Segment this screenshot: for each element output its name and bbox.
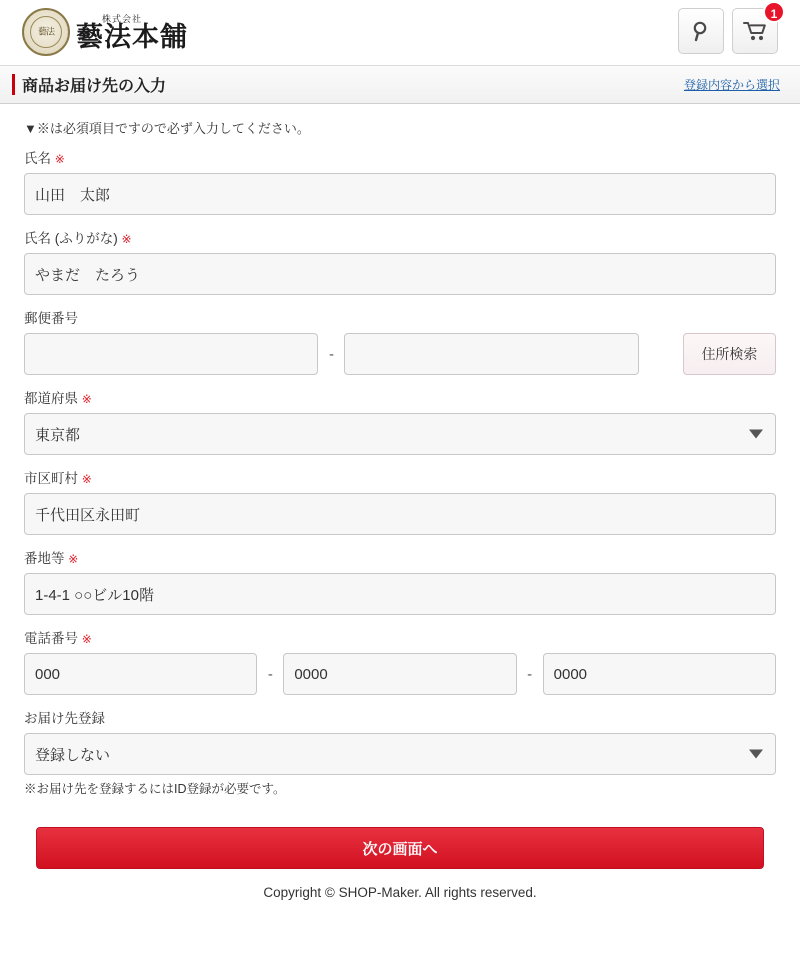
site-header [0,0,800,66]
label-name-text: 氏名 [24,151,51,166]
page-titlebar [0,66,800,104]
submit-area [0,809,800,869]
label-tel [24,627,776,647]
field-tel [24,627,776,695]
field-zip [24,307,776,375]
logo-shop-name: 藝法本舗 [76,21,188,52]
search-button[interactable] [678,8,724,54]
field-dest-register [24,707,776,797]
label-dest-register [24,707,776,727]
header-buttons [678,8,778,54]
street-input[interactable] [24,573,776,615]
tel-part2-input[interactable] [283,653,516,695]
field-prefecture [24,387,776,455]
required-mark: ※ [121,232,132,246]
site-logo[interactable] [22,8,188,56]
field-city [24,467,776,535]
dest-register-selected-value: 登録しない [35,746,111,764]
title-accent-bar [12,74,15,95]
label-prefecture-text: 都道府県 [24,391,78,406]
city-input[interactable] [24,493,776,535]
field-name-kana [24,227,776,295]
field-street [24,547,776,615]
required-mark: ※ [81,632,92,646]
logo-company-prefix: 株式会社 [102,13,143,24]
label-name-kana-text: 氏名 (ふりがな) [24,231,118,246]
zip-row [24,333,776,375]
tel-separator-2: - [527,665,533,683]
next-screen-button[interactable]: 次の画面へ [36,827,764,869]
label-city [24,467,776,487]
address-search-button[interactable]: 住所検索 [683,333,776,375]
chevron-down-icon [749,430,763,439]
cart-button[interactable] [732,8,778,54]
dest-register-select[interactable] [24,733,776,775]
tel-part1-input[interactable] [24,653,257,695]
label-city-text: 市区町村 [24,471,78,486]
required-mark: ※ [54,152,65,166]
page-title: 商品お届け先の入力 [22,78,167,95]
zip-part1-input[interactable] [24,333,318,375]
label-zip [24,307,776,327]
label-tel-text: 電話番号 [24,631,78,646]
seal-icon-label: 藝法 [37,26,54,37]
required-mark: ※ [68,552,79,566]
cart-icon [743,20,767,42]
search-icon [690,20,712,42]
label-street [24,547,776,567]
label-street-text: 番地等 [24,551,65,566]
footer-copyright: Copyright © SHOP-Maker. All rights reserved. [263,885,537,900]
tel-separator-1: - [267,665,273,683]
chevron-down-icon [749,750,763,759]
label-name-kana [24,227,776,247]
logo-text-group [76,12,188,53]
label-prefecture [24,387,776,407]
required-mark: ※ [81,392,92,406]
name-input[interactable] [24,173,776,215]
label-zip-text: 郵便番号 [24,311,78,326]
tel-part3-input[interactable] [543,653,776,695]
zip-part2-input[interactable] [344,333,638,375]
select-from-registered-link[interactable]: 登録内容から選択 [683,78,780,92]
tel-row [24,653,776,695]
field-name [24,147,776,215]
zip-separator: - [328,345,334,363]
label-dest-register-text: お届け先登録 [24,711,105,726]
prefecture-select[interactable] [24,413,776,455]
label-name [24,147,776,167]
dest-register-note: ※お届け先を登録するにはID登録が必要です。 [24,782,286,796]
name-kana-input[interactable] [24,253,776,295]
required-mark: ※ [81,472,92,486]
required-note: ▼※は必須項目ですので必ず入力してください。 [24,121,310,136]
shipping-form [0,104,800,797]
cart-badge: 1 [763,1,785,23]
seal-icon [22,8,70,56]
prefecture-selected-value: 東京都 [35,426,81,444]
